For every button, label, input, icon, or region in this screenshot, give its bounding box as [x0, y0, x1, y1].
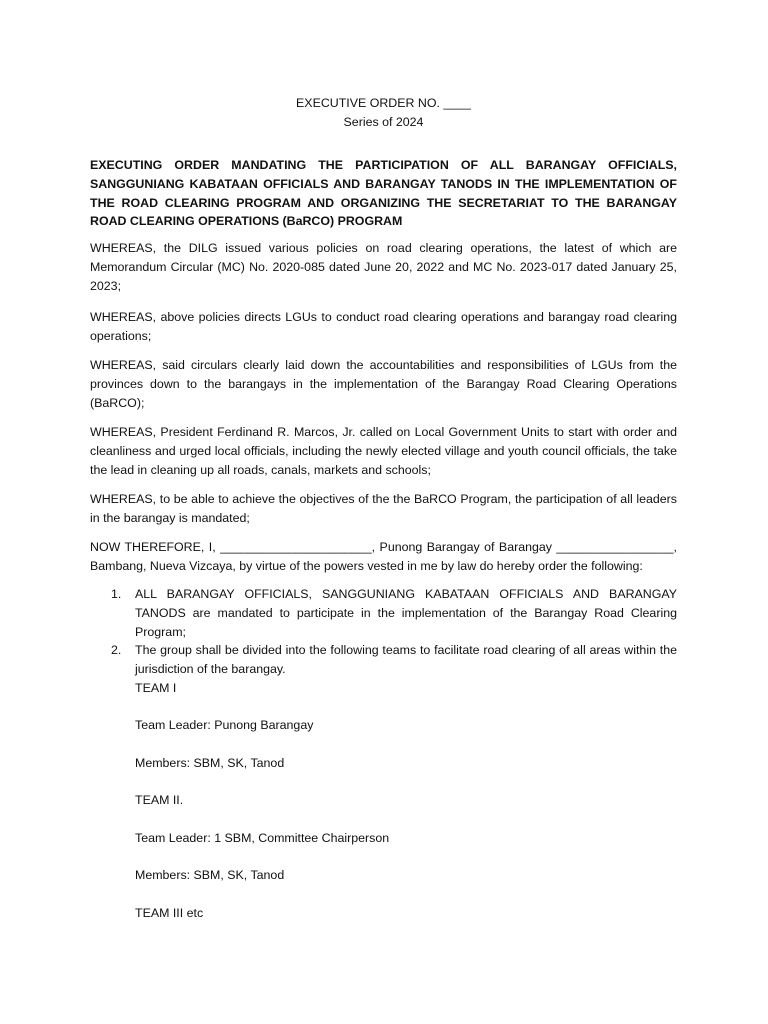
series-year: Series of 2024: [343, 114, 424, 129]
order-title: EXECUTING ORDER MANDATING THE PARTICIPATION OF ALL BARANGAY OFFICIALS, SANGGUNIANG KABATAAN OFFICIALS AND BARANGAY TANODS IN THE IMPLEMENTATION OF THE ROAD CLEARING PROGRAM AND ORGANIZING THE SECRETARIAT TO THE BARANGAY ROAD CLEARING OPERATIONS (BaRCO) PROGRAM: [90, 158, 677, 229]
now-therefore-clause: NOW THEREFORE, I, ______________________, Punong Barangay of Barangay _________________, Bambang, Nueva Vizcaya, by virtue of the powers vested in me by law do hereby order the following:: [90, 540, 677, 573]
whereas-clause-1: WHEREAS, the DILG issued various policies on road clearing operations, the latest of which are Memorandum Circular (MC) No. 2020-085 dated June 20, 2022 and MC No. 2023-017 dated January 25, 2023;: [90, 241, 677, 293]
list-item: [90, 585, 677, 641]
team-1-leader: Team Leader: Punong Barangay: [135, 718, 314, 732]
list-item-text: The group shall be divided into the following teams to facilitate road clearing of all areas within the jurisdiction of the barangay.: [135, 643, 677, 677]
team-2-members: Members: SBM, SK, Tanod: [135, 868, 285, 882]
team-1-members: Members: SBM, SK, Tanod: [135, 756, 285, 770]
list-item-number: 2.: [111, 643, 122, 658]
document-page: [90, 94, 677, 920]
team-2-leader: Team Leader: 1 SBM, Committee Chairperson: [135, 831, 390, 845]
list-item-text: ALL BARANGAY OFFICIALS, SANGGUNIANG KABATAAN OFFICIALS AND BARANGAY TANODS are mandated to participate in the implementation of the Barangay Road Clearing Program;: [135, 587, 677, 639]
whereas-clause-2: WHEREAS, above policies directs LGUs to conduct road clearing operations and barangay road clearing operations;: [90, 310, 677, 343]
whereas-clause-3: WHEREAS, said circulars clearly laid down the accountabilities and responsibilities of LGUs from the provinces down to the barangays in the implementation of the Barangay Road Clearing Operations (BaRCO);: [90, 358, 677, 410]
list-item-number: 1.: [111, 587, 122, 601]
team-1-heading: TEAM I: [135, 681, 177, 695]
team-3-heading: TEAM III etc: [135, 906, 204, 920]
executive-order-number: EXECUTIVE ORDER NO. ____: [296, 96, 471, 110]
whereas-clause-5: WHEREAS, to be able to achieve the objectives of the the BaRCO Program, the participation of all leaders in the barangay is mandated;: [90, 492, 677, 525]
whereas-clause-4: WHEREAS, President Ferdinand R. Marcos, Jr. called on Local Government Units to start with order and cleanliness and urged local officials, including the newly elected village and youth council officials, the take the lead in cleaning up all roads, canals, markets and schools;: [90, 425, 677, 477]
team-2-heading: TEAM II.: [135, 793, 184, 807]
order-list: [90, 585, 677, 679]
list-item: [90, 641, 677, 679]
